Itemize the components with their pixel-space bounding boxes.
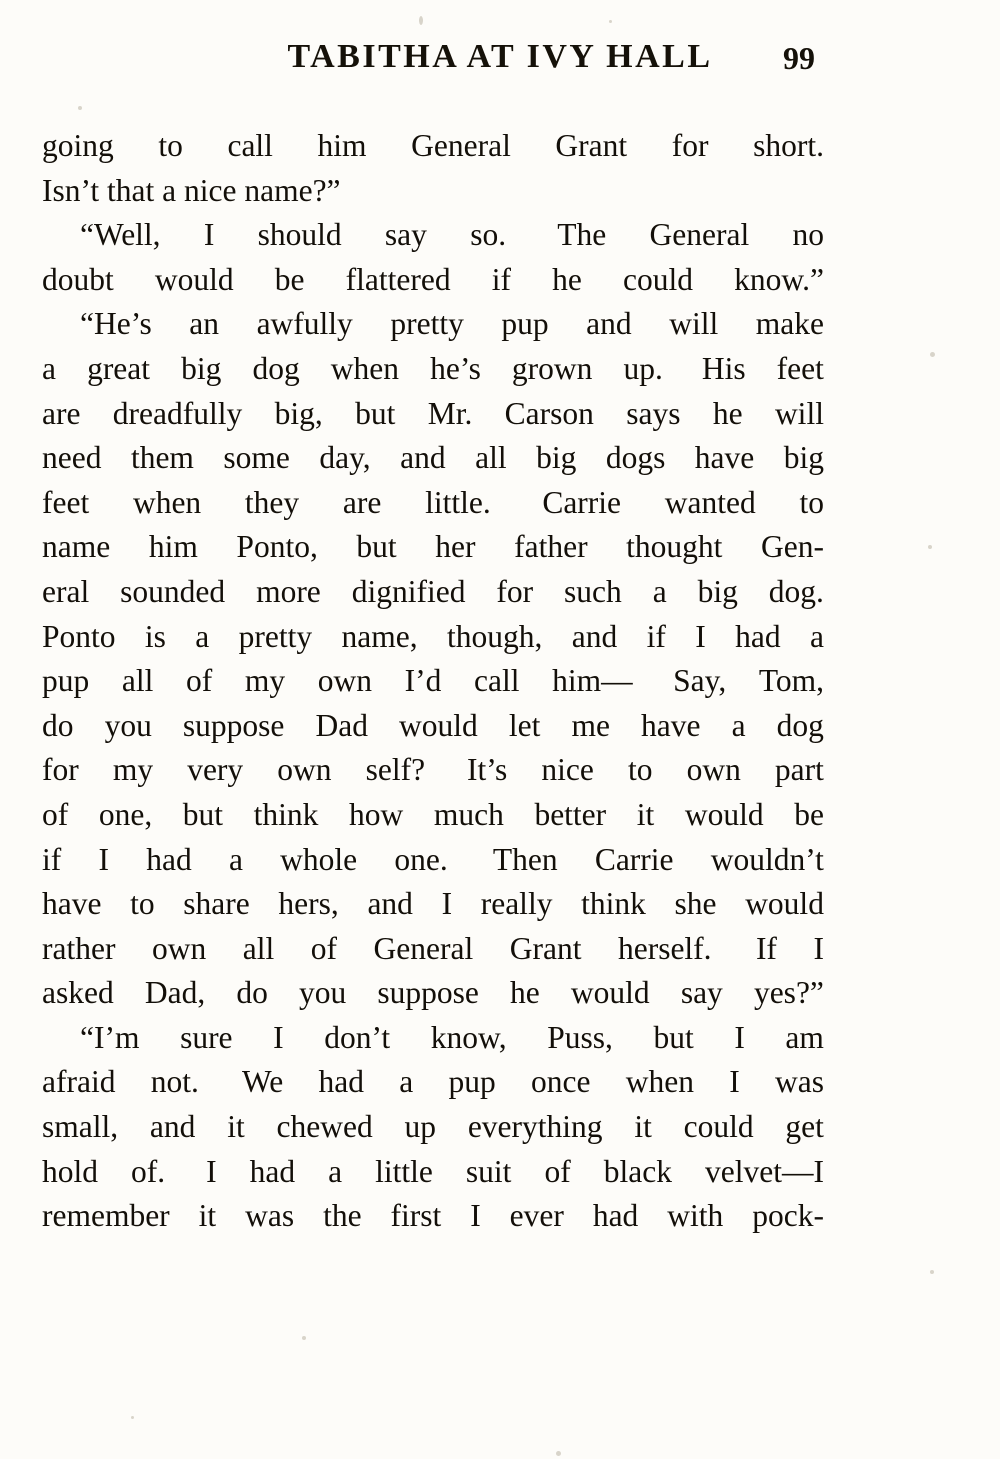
word: for <box>496 573 534 609</box>
word: wanted <box>664 484 756 520</box>
word: all <box>475 440 507 476</box>
word: don’t <box>324 1019 391 1055</box>
word: short. <box>753 128 824 163</box>
word: was <box>774 1064 824 1100</box>
word: would <box>570 975 650 1011</box>
word: an <box>189 306 220 342</box>
word: need <box>42 440 102 476</box>
word: let <box>508 707 541 743</box>
word: had <box>318 1064 364 1100</box>
word: herself. <box>617 930 712 966</box>
word: very <box>187 752 244 788</box>
paper-fleck <box>609 20 612 23</box>
word: little <box>375 1153 433 1189</box>
word: are <box>342 484 382 520</box>
word: I <box>273 1019 284 1055</box>
word: “Well, <box>80 217 161 253</box>
word: self? <box>365 752 426 788</box>
word: and <box>586 306 632 342</box>
word: more <box>256 573 321 609</box>
word: her <box>435 529 476 565</box>
word: am <box>785 1019 824 1055</box>
text-line <box>42 258 824 303</box>
word: do <box>236 975 268 1011</box>
word: remember <box>42 1198 170 1234</box>
word: first <box>390 1198 442 1234</box>
word: they <box>244 484 300 520</box>
word: dog <box>252 350 300 386</box>
word: say <box>384 217 427 253</box>
word: big <box>697 573 738 609</box>
word: but <box>653 1019 694 1055</box>
text-line <box>42 392 824 437</box>
word: black <box>603 1153 672 1189</box>
word: how <box>349 796 404 832</box>
word: pretty <box>238 618 313 654</box>
word: velvet—I <box>705 1153 824 1189</box>
word: say <box>680 975 723 1011</box>
word: much <box>433 796 504 832</box>
word: big, <box>274 395 323 431</box>
paper-fleck <box>928 545 932 549</box>
word: are <box>42 395 81 431</box>
word: if <box>42 841 62 877</box>
word: up <box>404 1109 437 1145</box>
word: some <box>223 440 290 476</box>
word: but <box>355 395 396 431</box>
word: share <box>183 886 250 922</box>
word: hers, <box>278 886 339 922</box>
word: a <box>42 350 56 386</box>
word: get <box>785 1109 824 1145</box>
word: feet <box>776 350 824 386</box>
word: father <box>514 529 588 565</box>
text-line <box>42 302 824 347</box>
word: you <box>104 707 152 743</box>
word: make <box>755 306 824 342</box>
paper-fleck <box>78 106 82 110</box>
word: it <box>636 796 655 832</box>
word: of <box>186 663 213 699</box>
paper-fleck <box>930 352 935 357</box>
word: I <box>813 930 824 966</box>
word: grown <box>511 350 593 386</box>
word: was <box>245 1198 295 1234</box>
word: and <box>149 1109 196 1145</box>
word: Dad, <box>144 975 206 1011</box>
word: it <box>634 1109 652 1145</box>
word: so. <box>470 217 507 253</box>
word: a <box>809 618 824 654</box>
paper-fleck <box>556 1451 561 1456</box>
text-line <box>42 570 824 615</box>
page-number: 99 <box>783 40 815 76</box>
word: thought <box>626 529 723 565</box>
word: General <box>411 128 511 163</box>
word: when <box>330 350 400 386</box>
word: dreadfully <box>112 395 243 431</box>
word: to <box>130 886 155 922</box>
word: a <box>195 618 210 654</box>
word: Tom, <box>758 663 824 699</box>
word: I <box>198 1153 217 1189</box>
word: the <box>323 1198 362 1234</box>
word: pretty <box>390 306 464 342</box>
word: one, <box>98 796 153 832</box>
word: name, <box>341 618 418 654</box>
word: call <box>474 663 520 699</box>
text-line <box>42 748 824 793</box>
word: no <box>792 217 824 253</box>
word: of <box>42 796 69 832</box>
word: wouldn’t <box>710 841 824 877</box>
text-line <box>42 525 824 570</box>
word: of. <box>131 1153 166 1189</box>
word: I <box>729 1064 740 1100</box>
word: flattered <box>345 261 451 297</box>
text-line <box>42 615 824 660</box>
text-line <box>42 124 824 169</box>
word: for <box>42 752 79 788</box>
text-line <box>42 882 824 927</box>
word: and <box>400 440 446 476</box>
word: It’s <box>459 752 508 788</box>
word: General <box>649 217 750 253</box>
word: own <box>317 663 373 699</box>
word: should <box>257 217 342 253</box>
word: is <box>144 618 166 654</box>
page-title: TABITHA AT IVY HALL <box>287 38 713 75</box>
word: own <box>151 930 207 966</box>
word: him <box>148 529 198 565</box>
word: suppose <box>182 707 285 743</box>
word: he’s <box>430 350 481 386</box>
word: Mr. <box>427 395 473 431</box>
word: own <box>277 752 332 788</box>
word: them <box>130 440 194 476</box>
text-line <box>42 838 824 883</box>
word: could <box>623 261 693 297</box>
word: I <box>695 618 706 654</box>
text-line <box>42 436 824 481</box>
word: If <box>748 930 777 966</box>
word: Grant <box>555 128 628 163</box>
word: had <box>592 1198 639 1234</box>
word: big <box>181 350 222 386</box>
word: better <box>534 796 607 832</box>
word: a <box>228 841 243 877</box>
word: eral <box>42 573 90 609</box>
word: a <box>399 1064 414 1100</box>
word: of <box>544 1153 571 1189</box>
word: had <box>146 841 192 877</box>
word: rather <box>42 930 116 966</box>
word: Grant <box>509 930 582 966</box>
word: to <box>799 484 824 520</box>
word: with <box>667 1198 724 1234</box>
word: sure <box>180 1019 233 1055</box>
word: pup <box>501 306 549 342</box>
word: would <box>684 796 764 832</box>
word: Carson <box>504 395 594 431</box>
text-line <box>42 793 824 838</box>
word: would <box>745 886 824 922</box>
text-line <box>42 347 824 392</box>
word: suit <box>465 1153 512 1189</box>
word: pup <box>448 1064 496 1100</box>
word: when <box>625 1064 694 1100</box>
word: to <box>627 752 653 788</box>
word: my <box>244 663 286 699</box>
word: I <box>98 841 109 877</box>
word: you <box>299 975 347 1011</box>
word: We <box>234 1064 284 1100</box>
word: dog. <box>768 573 824 609</box>
word: think <box>581 886 646 922</box>
word: feet <box>42 484 90 520</box>
word: be <box>794 796 824 832</box>
word: says <box>626 395 681 431</box>
word: sounded <box>120 573 226 609</box>
word: doubt <box>42 261 114 297</box>
word: to <box>158 128 183 163</box>
word: great <box>87 350 151 386</box>
word: if <box>646 618 666 654</box>
word: chewed <box>276 1109 373 1145</box>
text-line <box>42 1016 824 1061</box>
word: dogs <box>605 440 666 476</box>
word: big <box>783 440 824 476</box>
word: yes?” <box>753 975 824 1011</box>
word: a <box>652 573 667 609</box>
paper-fleck <box>419 16 423 25</box>
word: His <box>693 350 746 386</box>
text-line <box>42 213 824 258</box>
word: know, <box>430 1019 507 1055</box>
word: a <box>328 1153 343 1189</box>
word: him <box>317 128 367 163</box>
body-text <box>42 124 824 1239</box>
word: and <box>571 618 618 654</box>
word: all <box>121 663 154 699</box>
word: Gen- <box>761 529 824 565</box>
text-line <box>42 481 824 526</box>
word: have <box>641 707 701 743</box>
word: have <box>694 440 755 476</box>
word: The <box>549 217 607 253</box>
word: all <box>242 930 275 966</box>
word: everything <box>467 1109 603 1145</box>
word: had <box>735 618 781 654</box>
word: will <box>774 395 824 431</box>
paper-fleck <box>131 1416 134 1419</box>
word: asked <box>42 975 114 1011</box>
word: it <box>198 1198 217 1234</box>
word: could <box>683 1109 754 1145</box>
word: name <box>42 529 111 565</box>
word: afraid <box>42 1064 116 1100</box>
word: Dad <box>315 707 368 743</box>
word: and <box>367 886 413 922</box>
word: I <box>470 1198 481 1234</box>
text-line <box>42 704 824 749</box>
paper-fleck <box>930 1270 934 1274</box>
paper-fleck <box>302 1336 306 1340</box>
word: I <box>203 217 215 253</box>
text-line: Isn’t that a nice name?” <box>42 172 341 208</box>
word: me <box>571 707 610 743</box>
word: of <box>310 930 337 966</box>
word: nice <box>541 752 594 788</box>
word: would <box>399 707 478 743</box>
word: one. <box>394 841 448 877</box>
word: pup <box>42 663 90 699</box>
word: going <box>42 128 114 163</box>
word: not. <box>150 1064 199 1100</box>
word: part <box>774 752 824 788</box>
word: big <box>536 440 577 476</box>
word: he <box>510 975 540 1011</box>
word: I’d <box>404 663 442 699</box>
word: dignified <box>351 573 466 609</box>
word: pock- <box>752 1198 824 1234</box>
word: own <box>686 752 741 788</box>
word: ever <box>509 1198 564 1234</box>
word: dog <box>776 707 824 743</box>
word: though, <box>446 618 543 654</box>
word: “He’s <box>80 306 152 342</box>
word: be <box>274 261 305 297</box>
text-line <box>42 659 824 704</box>
text-line <box>42 971 824 1016</box>
word: I <box>734 1019 745 1055</box>
word: it <box>227 1109 245 1145</box>
word: up. <box>623 350 663 386</box>
word: him— <box>552 663 633 699</box>
text-line <box>42 1060 824 1105</box>
word: will <box>669 306 719 342</box>
word: Ponto, <box>236 529 318 565</box>
word: had <box>249 1153 296 1189</box>
word: day, <box>319 440 371 476</box>
word: awfully <box>256 306 353 342</box>
word: think <box>253 796 319 832</box>
word: would <box>154 261 234 297</box>
text-line <box>42 1194 824 1239</box>
word: such <box>564 573 622 609</box>
word: do <box>42 707 74 743</box>
word: know.” <box>734 261 824 297</box>
word: have <box>42 886 102 922</box>
word: call <box>227 128 273 163</box>
word: Ponto <box>42 618 116 654</box>
text-line <box>42 927 824 972</box>
word: he <box>712 395 743 431</box>
text-line <box>42 1150 824 1195</box>
word: for <box>671 128 709 163</box>
word: but <box>182 796 224 832</box>
word: really <box>480 886 553 922</box>
word: Carrie <box>594 841 674 877</box>
word: Say, <box>665 663 727 699</box>
word: if <box>491 261 511 297</box>
word: once <box>530 1064 591 1100</box>
word: when <box>132 484 202 520</box>
word: General <box>373 930 474 966</box>
word: but <box>356 529 397 565</box>
text-line <box>42 1105 824 1150</box>
word: little. <box>425 484 491 520</box>
word: “I’m <box>80 1019 140 1055</box>
word: a <box>731 707 746 743</box>
word: Then <box>484 841 558 877</box>
word: whole <box>280 841 358 877</box>
word: I <box>441 886 453 922</box>
word: she <box>674 886 717 922</box>
word: he <box>552 261 582 297</box>
word: Puss, <box>547 1019 613 1055</box>
word: suppose <box>377 975 479 1011</box>
word: my <box>112 752 154 788</box>
word: small, <box>42 1109 119 1145</box>
running-head <box>0 38 1000 76</box>
word: Carrie <box>534 484 622 520</box>
word: hold <box>42 1153 99 1189</box>
